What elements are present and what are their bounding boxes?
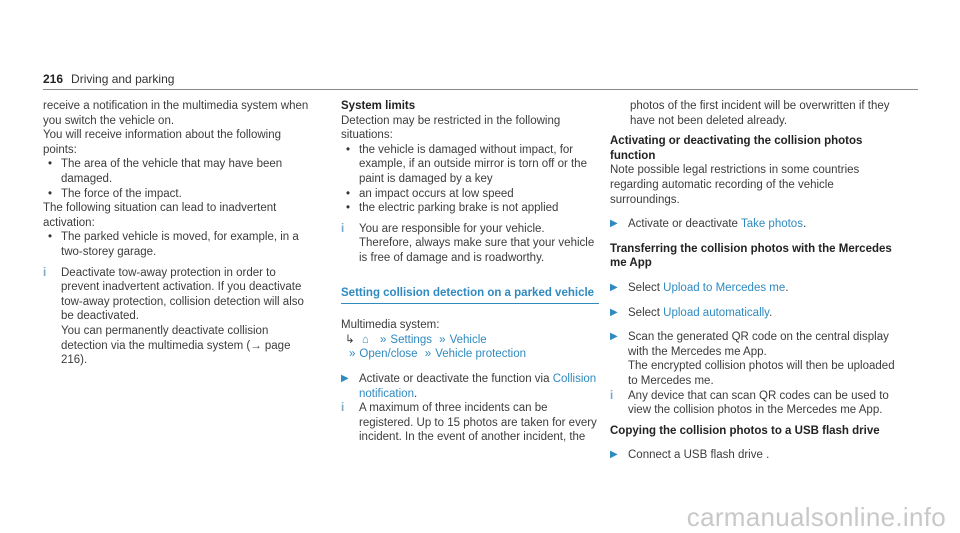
paragraph: Detection may be restricted in the following situations: [341,114,561,142]
step-text: Activate or deactivate [628,218,741,231]
watermark: carmanualsonline.info [686,502,946,533]
column-2 [341,99,599,445]
paragraph: receive a notification in the multimedia system when you switch the vehicle on. [43,100,309,127]
step-text: Connect a USB flash drive . [628,449,770,462]
header-divider [43,89,918,90]
instruction-step [610,306,900,321]
chapter-title: Driving and parking [71,72,175,86]
section-heading: Activating or deactivating the collision photos function [610,135,863,162]
upload-automatically-link: Upload automatically [663,306,770,319]
step-text: Select [628,281,664,294]
step-arrow-icon: ▶ [610,331,618,343]
note-box [610,389,900,418]
note-text: Any device that can scan QR codes can be used to view the collision photos in the Mercedes me App. [628,389,889,417]
step-arrow-icon: ▶ [610,449,618,461]
bullet-list [43,230,315,259]
column-1 [43,99,315,368]
upload-to-mercedes-me-link: Upload to Mercedes me [663,281,786,294]
list-item: • The parked vehicle is moved, for example, in a two-storey garage. [43,230,315,259]
paragraph: You will receive information about the following points: [43,129,282,156]
note-text: You are responsible for your vehicle. Therefore, always make sure that your vehicle is free of damage and is roadworthy. [359,222,595,264]
step-arrow-icon: ▶ [610,281,618,293]
step-text: Select [628,306,664,319]
menu-path [341,333,599,362]
path-item-vehicle: Vehicle [449,333,487,346]
note-text: Deactivate tow-away protection in order to prevent inadvertent activation. If you deactivate tow-away protection, collision detection will also be deactivated. [61,266,304,323]
instruction-step [610,448,900,463]
home-icon: ⌂ [361,333,369,346]
path-arrow-icon: ↳ [345,333,355,346]
info-icon: i [341,222,345,235]
note-text: A maximum of three incidents can be registered. Up to 15 photos are taken for every incident. In the event of another incident, the [359,402,597,444]
instruction-step [341,372,599,401]
chevron-icon: » [439,333,446,346]
step-text: . [802,218,807,231]
step-text: . [769,306,773,319]
list-item: • The area of the vehicle that may have been damaged. [43,157,315,186]
page-number: 216 [43,72,64,86]
paragraph: The following situation can lead to inadvertent activation: [43,202,277,229]
take-photos-link: Take photos [740,218,803,231]
note-box [341,222,599,266]
section-heading: System limits [341,100,416,112]
paragraph: Note possible legal restrictions in some countries regarding automatic recording of the vehicle surroundings. [610,164,860,206]
chevron-icon: » [380,333,387,346]
note-box [341,401,599,445]
list-item: • the vehicle is damaged without impact, for example, if an outside mirror is torn off or the paint is damaged by a key [341,143,599,187]
list-item: • the electric parking brake is not applied [341,201,599,216]
step-text: . [413,387,418,400]
note-box [43,266,315,368]
column-3 [610,99,900,463]
step-arrow-icon: ▶ [610,218,618,230]
path-item-settings: Settings [390,333,432,346]
list-item: • an impact occurs at low speed [341,187,599,202]
chevron-icon: » [424,348,432,361]
collision-notification-link: Collision notification [359,372,597,400]
chevron-icon: » [349,348,356,361]
step-text: . [785,281,789,294]
step-text: Scan the generated QR code on the central display with the Mercedes me App. [628,331,889,358]
section-heading: Copying the collision photos to a USB flash drive [610,424,880,437]
instruction-step [610,330,900,388]
info-icon: i [610,389,614,402]
step-arrow-icon: ▶ [610,306,618,318]
instruction-step [610,217,900,232]
path-item-open-close: Open/close [359,348,418,361]
section-heading: Transferring the collision photos with the Mercedes me App [610,242,892,270]
multimedia-label: Multimedia system: [341,319,440,332]
section-heading-link: Setting collision detection on a parked vehicle [341,286,599,305]
list-item: • The force of the impact. [43,187,315,202]
bullet-list [341,143,599,216]
note-continuation: photos of the first incident will be overwritten if they have not been deleted already. [630,100,890,127]
page-header [43,72,174,87]
path-item-vehicle-protection: Vehicle protection [435,348,526,361]
instruction-step [610,281,900,296]
step-arrow-icon: ▶ [341,372,349,384]
note-text: You can permanently deactivate collision detection via the multimedia system (→ page 216). [61,324,291,367]
step-text: Activate or deactivate the function via [359,372,553,385]
bullet-list [43,157,315,201]
info-icon: i [341,402,345,415]
info-icon: i [43,266,47,279]
step-text: The encrypted collision photos will then be uploaded to Mercedes me. [628,360,895,387]
